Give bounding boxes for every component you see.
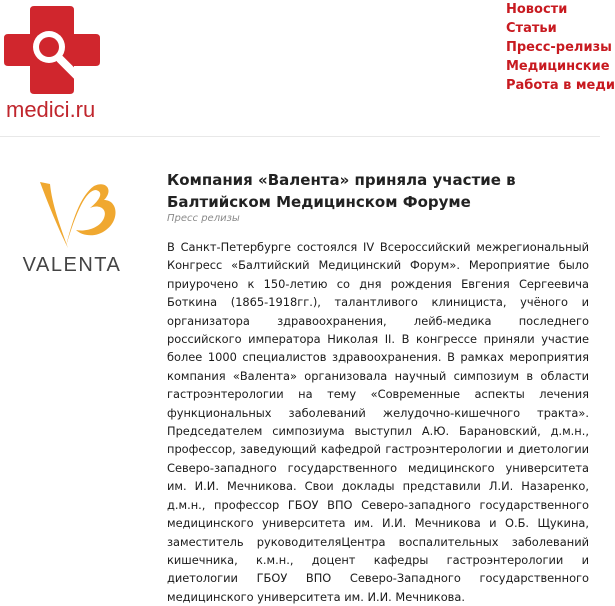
medical-cross-magnifier-icon [0, 0, 110, 100]
valenta-v-logo-icon [8, 176, 136, 254]
article-title[interactable]: Компания «Валента» приняла участие в Балтийском Медицинском Форуме [167, 171, 516, 211]
nav-item-articles[interactable]: Статьи [506, 21, 557, 36]
site-logo[interactable] [0, 0, 110, 126]
article-category[interactable]: Пресс релизы [167, 213, 240, 224]
header-divider [0, 136, 600, 137]
nav-item-medical[interactable]: Медицинские [506, 59, 610, 74]
top-navigation [506, 0, 615, 95]
company-logo [8, 176, 136, 280]
nav-item-news[interactable]: Новости [506, 2, 568, 17]
company-name: VALENTA [22, 254, 122, 276]
article-body: В Санкт-Петербурге состоялся IV Всероссийский межрегиональный Конгресс «Балтийский Медицинский Форум». Мероприятие было приурочено к 150-летию со дня рождения Евгения Сергеевича Боткина (1865-1918гг.), талантливого клинициста, учёного и организатора здравоохранения, лейб-медика последнего российского императора Николая II. В конгрессе приняли участие более 1000 специалистов здравоохранения. В рамках мероприятия компания «Валента» организовала научный симпозиум в области гастроэнтерологии на тему «Современные аспекты лечения функциональных заболеваний желудочно-кишечного тракта». Председателем симпозиума выступил А.Ю. Барановский, д.м.н., профессор, заведующий кафедрой гастроэнтерологии и диетологии Северо-западного государственного медицинского университета им. И.И. Мечникова. Свои доклады представили Л.И. Назаренко, д.м.н., профессор ГБОУ ВПО Северо-западного государственного медицинского университета им. И.И. Мечникова и О.Б. Щукина, заместитель руководителяЦентра воспалительных заболеваний кишечника, к.м.н., доцент кафедры гастроэнтерологии и диетологии ГБОУ ВПО Северо-Западного государственного медицинского университета им. И.И. Мечникова. [167, 240, 589, 604]
site-logo-text: medici.ru [6, 97, 96, 122]
nav-item-medical-jobs[interactable]: Работа в меди [506, 78, 615, 93]
nav-item-press-releases[interactable]: Пресс-релизы [506, 40, 612, 55]
